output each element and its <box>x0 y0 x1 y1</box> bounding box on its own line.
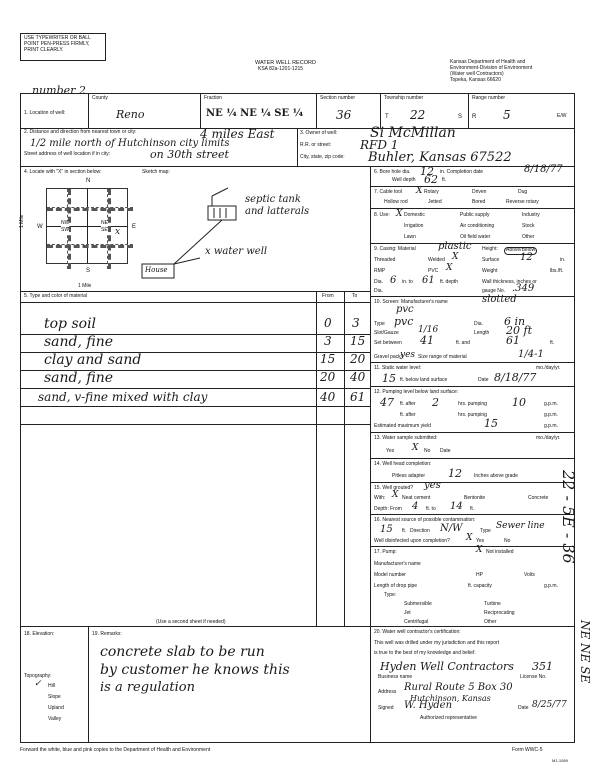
certification-text-2: is true to the best of my knowledge and belief. <box>374 650 476 656</box>
materials-label: 5. Type and color of material <box>24 293 87 299</box>
casing-height-value: 12 <box>520 252 533 263</box>
table-row-to: 20 <box>350 352 366 366</box>
sketch-label: Sketch map: <box>142 169 170 175</box>
pumping-label: 12. Pumping level below land surface: <box>374 389 459 395</box>
well-depth-value: 62 <box>424 173 438 186</box>
static-units: mo./day/yr. <box>536 365 561 371</box>
footer-code: M1-1089 <box>552 758 568 763</box>
second-sheet-note: (Use a second sheet if needed) <box>156 619 226 625</box>
pumping-gpm-label-1: g.p.m. <box>544 401 558 407</box>
use-other: Other <box>522 234 535 240</box>
fraction-value: NE ¼ NE ¼ SE ¼ <box>206 108 304 119</box>
remarks-label: 19. Remarks: <box>92 631 122 637</box>
license-label: License No. <box>520 674 547 680</box>
distance-label: 2. Distance and direction from nearest town or city: <box>24 129 137 135</box>
size-label: Size range of material <box>418 354 467 360</box>
table-row-material: sand, v-fine mixed with clay <box>38 390 208 404</box>
sketch-septic-label: septic tank <box>245 194 301 205</box>
grouted-neat-check: X <box>392 490 399 500</box>
drill-reverse: Reverse rotary <box>506 199 539 205</box>
pumping-hrs-2: hrs. pumping <box>458 412 487 418</box>
footer-forward: Forward the white, blue and pink copies to the Department of Health and Environment <box>20 747 211 753</box>
pump-turbine: Turbine <box>484 601 501 607</box>
casing-weight: Weight <box>482 268 498 274</box>
form-statute: KSA 82a-1201-1215 <box>258 66 304 72</box>
pumping-hrs-1: hrs. pumping <box>458 401 487 407</box>
pump-other: Other <box>484 619 497 625</box>
casing-lbsft: lbs./ft. <box>550 268 564 274</box>
grouted-to-label: ft. to <box>426 506 436 512</box>
sample-no: No <box>424 448 431 454</box>
drill-dug: Dug <box>518 189 528 195</box>
contam-direction-label: Direction <box>410 528 430 534</box>
screen-set-label: Set between <box>374 340 402 346</box>
casing-gauge-label: gauge No. <box>482 288 506 294</box>
disinfected-yes-check: X <box>466 533 473 543</box>
use-lawn: Lawn <box>404 234 416 240</box>
pump-not-installed: Not installed <box>486 549 514 555</box>
distance-line-1: 4 miles East <box>200 127 275 141</box>
drill-driven: Driven <box>472 189 487 195</box>
topography-label: Topography: <box>24 673 52 679</box>
pump-gpm: g.p.m. <box>544 583 558 589</box>
screen-length-label: Length <box>474 330 490 336</box>
business-name-label: Business name <box>378 674 413 680</box>
agency-line-3: (Water well Contractors) <box>450 71 504 77</box>
completion-date: 8/18/77 <box>524 164 563 175</box>
use-public: Public supply <box>460 212 490 218</box>
address-label: Address <box>378 689 397 695</box>
completion-label: 14. Well head completion: <box>374 461 432 467</box>
grouted-value: yes <box>424 480 441 491</box>
casing-wall-label: Wall thickness, inches or <box>482 279 537 285</box>
table-row-from: 40 <box>320 390 336 404</box>
casing-dia-value: 6 <box>390 275 397 286</box>
city-value: Buhler, Kansas 67522 <box>368 150 512 165</box>
certification-text-1: This well was drilled under my jurisdiction and this report <box>374 640 500 646</box>
sketch-map-drawing <box>140 176 368 288</box>
township-label: Township number <box>384 95 424 101</box>
drill-jetted: Jetted <box>428 199 442 205</box>
topography-upland: Upland <box>48 705 64 711</box>
sample-date: Date <box>440 448 451 454</box>
pump-model: Model number <box>374 572 406 578</box>
static-value: 15 <box>382 372 396 385</box>
casing-height-label: Height: <box>482 246 498 252</box>
range-label: Range number <box>472 95 506 101</box>
sample-yes: Yes <box>386 448 395 454</box>
signature: W. Hyden <box>404 700 453 711</box>
street-label: Street address of well location if in city: <box>24 151 111 157</box>
drill-cable: 7. Cable tool <box>374 189 403 195</box>
gravel-value: yes <box>400 350 416 360</box>
drill-rotary: Rotary <box>424 189 439 195</box>
pump-ft-capacity: ft. capacity <box>468 583 492 589</box>
cert-date-value: 8/25/77 <box>532 700 567 710</box>
grouted-neat: Neat cement <box>402 495 431 501</box>
screen-set-to: 61 <box>506 334 520 347</box>
contam-direction: N/W <box>440 523 463 534</box>
rr-label: R.R. or street: <box>300 142 332 148</box>
pump-centrifugal: Centrifugal <box>404 619 429 625</box>
township-value: 22 <box>410 108 426 122</box>
screen-set-and: ft. and <box>456 340 470 346</box>
yield-value: 15 <box>484 417 498 430</box>
sw-label: SW <box>61 227 70 233</box>
screen-set-from: 41 <box>420 334 434 347</box>
casing-surface: Surface <box>482 257 500 263</box>
table-row-to: 61 <box>350 390 366 404</box>
instruction-text: USE TYPEWRITER OR BALL POINT PEN-PRESS FIRMLY, PRINT CLEARLY. <box>24 35 91 53</box>
section-label: Section number <box>320 95 356 101</box>
screen-dia-label: Dia. <box>474 321 483 327</box>
pump-submersible: Submersible <box>404 601 432 607</box>
authorized-label: Authorized representative <box>420 715 477 721</box>
grouted-concrete: Concrete <box>528 495 549 501</box>
south-label: S <box>86 268 91 274</box>
remarks-line-2: by customer he knows this <box>100 662 290 678</box>
ne-label: NE <box>101 220 108 226</box>
pumping-after-1: 2 <box>432 396 439 409</box>
se-label: SE <box>101 227 108 233</box>
yield-label: Estimated maximum yield <box>374 423 431 429</box>
owner-label: 3. Owner of well: <box>300 130 338 136</box>
table-row-from: 0 <box>324 316 332 330</box>
well-depth-label: Well depth <box>392 177 416 183</box>
pumping-after-2-label: ft. after <box>400 412 416 418</box>
mile-left-label: 1 Mile <box>19 214 25 228</box>
disinfected-yes: Yes <box>476 538 485 544</box>
casing-welded-check: X <box>452 252 459 262</box>
drill-hollow: Hollow rod <box>384 199 408 205</box>
materials-from-label: From <box>322 293 334 299</box>
agency-line-4: Topeka, Kansas 66620 <box>450 77 501 83</box>
casing-depth-suffix: ft. depth <box>440 279 459 285</box>
sketch-house-label: House <box>145 266 168 274</box>
footer-form-no: Form WWC-5 <box>512 747 543 753</box>
grouted-to: 14 <box>450 501 463 512</box>
use-stock: Stock <box>522 223 535 229</box>
range-value: 5 <box>503 108 511 122</box>
table-row-to: 3 <box>352 316 360 330</box>
use-industry: Industry <box>522 212 540 218</box>
screen-slot-value: 1/16 <box>418 325 439 335</box>
handwritten-number: number 2 <box>32 84 86 97</box>
pump-reciprocating: Reciprocating <box>484 610 515 616</box>
pump-manufacturer: Manufacturer's name <box>374 561 421 567</box>
well-depth-ft: ft. <box>442 177 447 183</box>
license-value: 351 <box>532 660 553 673</box>
location-label: 1. Location of well: <box>24 110 66 116</box>
bore-dia-value: 12 <box>420 165 434 178</box>
disinfected-label: Well disinfected upon completion? <box>374 538 450 544</box>
materials-to-label: To <box>352 293 358 299</box>
pitless-value: 12 <box>448 467 462 480</box>
use-domestic-check: X <box>396 209 403 219</box>
county-value: Reno <box>116 108 145 121</box>
table-row-from: 15 <box>320 352 336 366</box>
table-row-from: 3 <box>324 334 332 348</box>
sample-no-check: X <box>412 443 419 453</box>
pitless-label: Pitless adapter <box>392 473 426 479</box>
contam-type: Sewer line <box>496 521 545 531</box>
pump-jet: Jet <box>404 610 411 616</box>
topography-hill-check: ✓ <box>34 679 42 689</box>
static-below: ft. below land surface <box>400 377 448 383</box>
range-r: R <box>472 114 477 120</box>
section-grid <box>46 188 128 264</box>
address-value: Rural Route 5 Box 30 <box>404 682 513 693</box>
casing-to-label: in. to <box>402 279 413 285</box>
locate-label: 4. Locate with "X" in section below: <box>24 169 102 175</box>
drill-bored: Bored <box>472 199 486 205</box>
screen-label: 10. Screen: Manufacturer's name <box>374 299 448 305</box>
yield-gpm: g.p.m. <box>544 423 558 429</box>
static-date-label: Date <box>478 377 489 383</box>
casing-above-below: Above/Below <box>506 247 536 253</box>
casing-in: in. <box>560 257 566 263</box>
grouted-with: With: <box>374 495 386 501</box>
contam-ft: ft. <box>402 528 407 534</box>
table-row-to: 15 <box>350 334 366 348</box>
pump-volts: Volts <box>524 572 535 578</box>
rr-value: RFD 1 <box>360 138 399 152</box>
form-title: WATER WELL RECORD <box>255 60 316 66</box>
use-aircond: Air conditioning <box>460 223 495 229</box>
screen-slot-label: Slot/Gauze <box>374 330 399 336</box>
city-label: City, state, zip code: <box>300 154 345 160</box>
section-value: 36 <box>336 108 352 122</box>
grouted-depth-label: Depth: From <box>374 506 402 512</box>
casing-material: plastic <box>438 241 472 252</box>
west-label: W <box>37 224 43 230</box>
casing-pvc-check: X <box>446 263 453 273</box>
certification-label: 20. Water well contractor's certification: <box>374 629 461 635</box>
east-label: E <box>132 224 137 230</box>
casing-dia2-label: Dia. <box>374 288 383 294</box>
pump-hp: HP <box>476 572 483 578</box>
instruction-box <box>20 33 106 61</box>
agency-line-2: Environment-Division of Environment <box>450 65 533 71</box>
table-row-material: sand, fine <box>44 370 114 386</box>
casing-rmp: RMP <box>374 268 386 274</box>
static-label: 11. Static water level: <box>374 365 422 371</box>
pumping-gpm-label-2: g.p.m. <box>544 412 558 418</box>
casing-threaded: Threaded <box>374 257 396 263</box>
bore-in-label: in. Completion date <box>440 169 484 175</box>
remarks-line-1: concrete slab to be run <box>100 644 265 660</box>
pump-label: 17. Pump: <box>374 549 397 555</box>
township-s: S <box>458 114 463 120</box>
table-row-material: top soil <box>44 316 97 332</box>
sample-label: 13. Water sample submitted: <box>374 435 438 441</box>
screen-set-ft: ft. <box>550 340 555 346</box>
cert-date-label: Date <box>518 705 529 711</box>
screen-type-value: pvc <box>394 315 414 328</box>
casing-label: 9. Casing: Material <box>374 246 416 252</box>
casing-dia-label: Dia. <box>374 279 383 285</box>
pumping-level-1: 47 <box>380 396 394 409</box>
static-date-value: 8/18/77 <box>494 371 537 384</box>
remarks-line-3: is a regulation <box>100 680 195 695</box>
sketch-well-label: x water well <box>205 246 268 257</box>
screen-type-label: Type <box>374 321 385 327</box>
address-value-2: Hutchinson, Kansas <box>410 694 491 703</box>
bore-label: 6. Bore hole dia. <box>374 169 411 175</box>
township-t: T <box>385 114 389 120</box>
casing-welded: Welded <box>428 257 445 263</box>
signed-label: Signed <box>378 705 394 711</box>
sample-units: mo./day/yr. <box>536 435 561 441</box>
casing-pvc: PVC <box>428 268 439 274</box>
range-ew: E/W <box>557 113 567 119</box>
mile-bottom-label: 1 Mile <box>78 283 92 289</box>
use-irrigation: Irrigation <box>404 223 424 229</box>
nw-label: NW <box>61 220 70 226</box>
topography-valley: Valley <box>48 716 62 722</box>
north-label: N <box>86 178 91 184</box>
above-grade-label: Inches above grade <box>474 473 518 479</box>
pump-type: Type: <box>384 592 397 598</box>
use-label: 8. Use: <box>374 212 390 218</box>
table-row-material: clay and sand <box>44 352 142 368</box>
disinfected-no: No <box>504 538 511 544</box>
margin-note-2: NE NE SE <box>578 620 592 684</box>
county-label: County <box>92 95 108 101</box>
screen-manufacturer: slotted <box>482 294 517 305</box>
use-oilfield: Oil field water <box>460 234 491 240</box>
contam-dist: 15 <box>380 524 393 535</box>
table-row-to: 40 <box>350 370 366 384</box>
casing-gauge-value: .349 <box>512 283 535 294</box>
pumping-gpm-1: 10 <box>512 396 526 409</box>
topography-hill: Hill <box>48 683 55 689</box>
grouted-ft: ft. <box>470 506 475 512</box>
pump-length: Length of drop pipe <box>374 583 418 589</box>
table-row-from: 20 <box>320 370 336 384</box>
pump-not-installed-check: X <box>476 545 483 555</box>
contam-label: 16. Nearest source of possible contamination: <box>374 517 476 523</box>
casing-to-value: 61 <box>422 275 435 286</box>
street-value: on 30th street <box>150 148 229 161</box>
table-row-material: sand, fine <box>44 334 114 350</box>
margin-note: 22 - 5E - 36 <box>559 470 578 564</box>
grouted-from: 4 <box>412 501 419 512</box>
contam-type-label: Type <box>480 528 491 534</box>
agency-line-1: Kansas Department of Health and <box>450 59 526 65</box>
owner-name: Si McMillan <box>370 125 456 141</box>
sketch-laterals-label: and latterals <box>245 206 310 217</box>
distance-line-2: 1/2 mile north of Hutchinson city limits <box>30 138 230 149</box>
grouted-label: 15. Well grouted? <box>374 485 414 491</box>
screen-manufacturer-2: pvc <box>396 304 414 315</box>
business-name-value: Hyden Well Contractors <box>380 660 514 673</box>
grouted-bentonite: Bentonite <box>464 495 486 501</box>
use-domestic: Domestic <box>404 212 425 218</box>
screen-length-value: 20 ft <box>506 324 532 337</box>
topography-slope: Slope <box>48 694 61 700</box>
screen-dia-value: 6 in <box>504 315 526 328</box>
well-location-mark: x <box>115 227 121 237</box>
pumping-after-1-label: ft. after <box>400 401 416 407</box>
gravel-label: Gravel pack? <box>374 354 404 360</box>
drill-rotary-check: X <box>416 186 423 196</box>
size-value: 1/4-1 <box>518 349 544 360</box>
fraction-label: Fraction <box>204 95 223 101</box>
elevation-label: 18. Elevation: <box>24 631 55 637</box>
